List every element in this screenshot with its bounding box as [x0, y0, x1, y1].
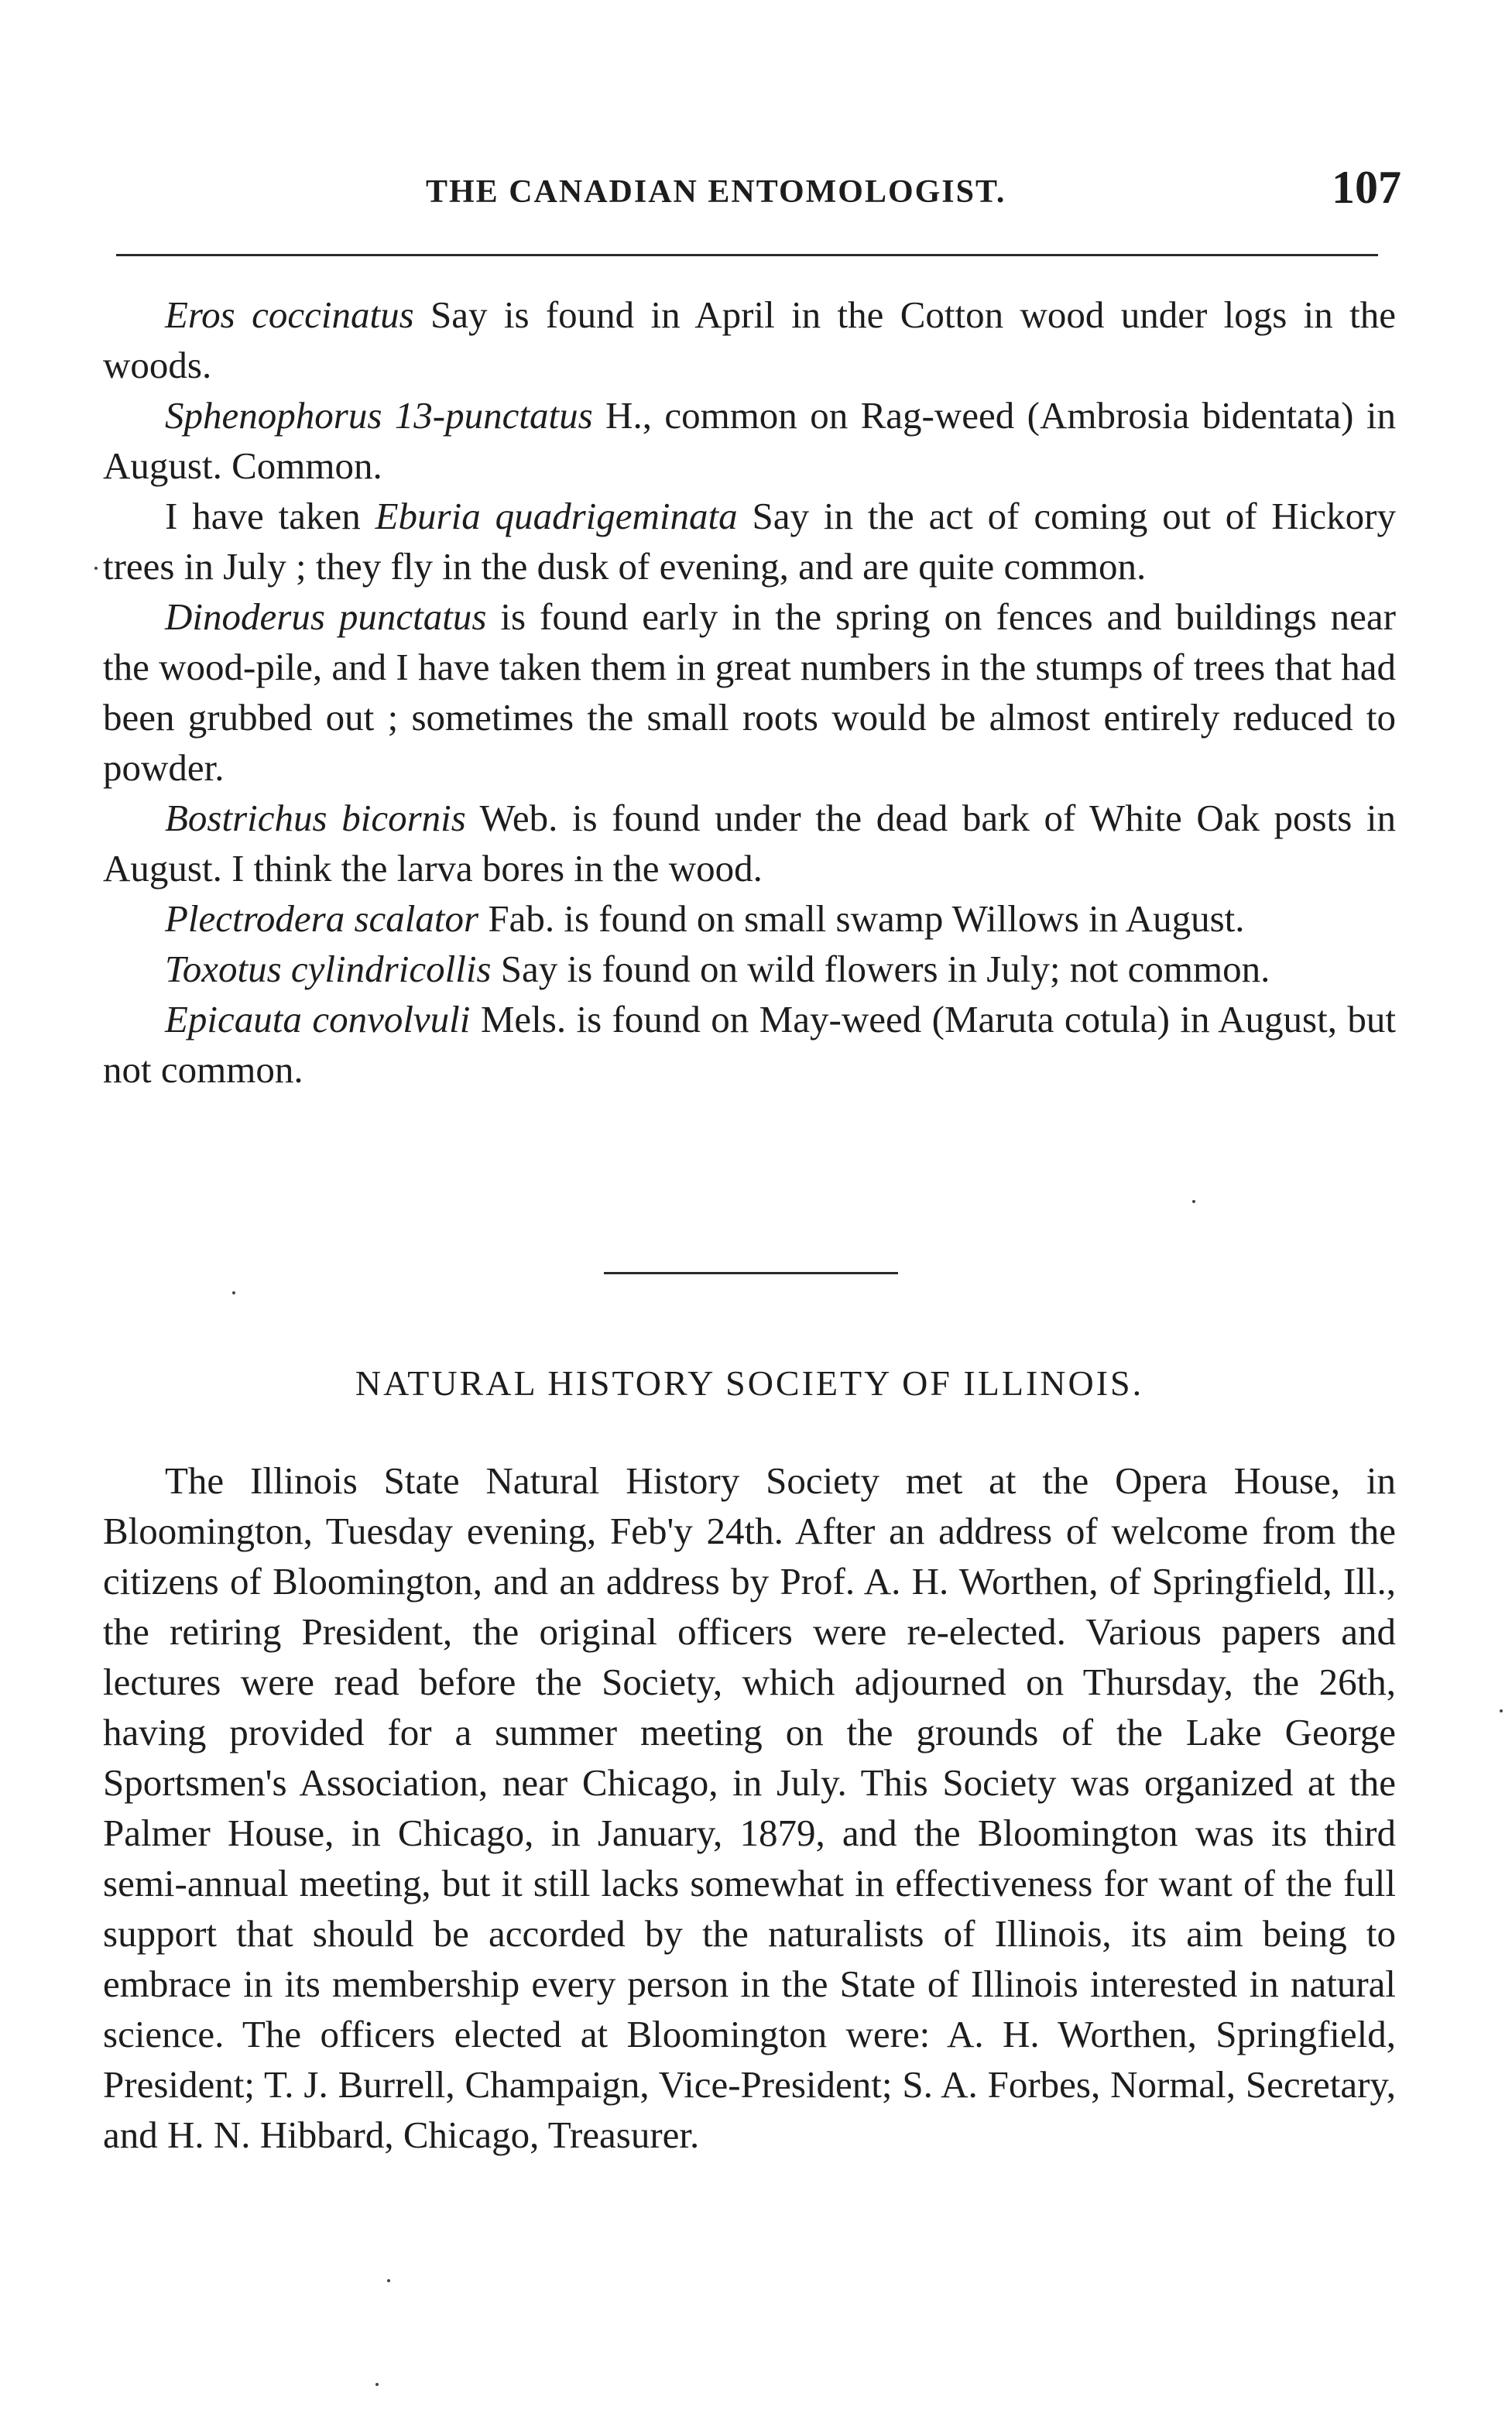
species-note-text: Say in the act of coming out of Hickory trees in July ; they fly in the dusk of evening, and are quite common.: [103, 495, 1396, 588]
print-speck: [387, 2279, 390, 2282]
species-note-text: Say is found in April in the Cotton wood under logs in the woods.: [103, 293, 1396, 386]
species-notes: [103, 290, 1396, 1095]
species-note-text: Say is found on wild flowers in July; not common.: [491, 948, 1270, 990]
species-name: Eros coccinatus: [165, 293, 414, 336]
print-speck: [1500, 1709, 1503, 1712]
print-speck: [375, 2383, 379, 2386]
species-note: [103, 793, 1396, 893]
species-note: [103, 944, 1396, 994]
society-paragraph: The Illinois State Natural History Society met at the Opera House, in Bloomington, Tuesday evening, Feb'y 24th. After an address of welcome from the citizens of Bloomington, and an address by Prof. A. H. Worthen, of Springfield, Ill., the retiring President, the original officers were re-elected. Various papers and lectures were read before the Society, which adjourned on Thursday, the 26th, having provided for a summer meeting on the grounds of the Lake George Sportsmen's Association, near Chicago, in July. This Society was organized at the Palmer House, in Chicago, in January, 1879, and the Bloomington was its third semi-annual meeting, but it still lacks somewhat in effectiveness for want of the full support that should be accorded by the naturalists of Illinois, its aim being to embrace in its membership every person in the State of Illinois interested in natural science. The officers elected at Bloomington were: A. H. Worthen, Springfield, President; T. J. Burrell, Champaign, Vice-President; S. A. Forbes, Normal, Secretary, and H. N. Hibbard, Chicago, Treasurer.: [103, 1459, 1396, 2156]
species-note-text: Web. is found under the dead bark of White Oak posts in August. I think the larva bores in the wood.: [103, 797, 1396, 890]
species-note-text: is found early in the spring on fences and buildings near the wood-pile, and I have taken them in great numbers in the stumps of trees that had been grubbed out ; sometimes the small roots would be almost entirely reduced to powder.: [103, 595, 1397, 789]
print-speck: [1192, 1200, 1195, 1203]
section-heading: NATURAL HISTORY SOCIETY OF ILLINOIS.: [355, 1363, 1144, 1403]
species-note: [103, 893, 1396, 944]
species-name: Toxotus cylindricollis: [165, 948, 492, 990]
species-name: Eburia quadrigeminata: [375, 495, 738, 537]
species-note-text: H., common on Rag-weed (Ambrosia bidentata) in August. Common.: [103, 394, 1397, 487]
species-note-text: Fab. is found on small swamp Willows in August.: [478, 897, 1245, 940]
running-head: [101, 155, 1401, 217]
print-speck: [232, 1291, 235, 1294]
print-speck: [94, 567, 98, 570]
species-name: Bostrichus bicornis: [165, 797, 466, 839]
species-note: [103, 994, 1396, 1095]
society-report: [103, 1455, 1396, 2160]
species-note: [103, 390, 1396, 491]
species-note: [103, 591, 1396, 793]
header-rule: [116, 254, 1378, 256]
species-name: Plectrodera scalator: [165, 897, 479, 940]
species-note-text: Mels. is found on May-weed (Maruta cotula) in August, but not common.: [103, 998, 1396, 1091]
section-divider: [604, 1272, 898, 1274]
species-name: Sphenophorus 13-punctatus: [165, 394, 593, 437]
species-note: [103, 290, 1396, 390]
species-note: [103, 491, 1396, 591]
species-note-lead: I have taken: [165, 495, 375, 537]
species-name: Dinoderus punctatus: [165, 595, 487, 638]
running-title: THE CANADIAN ENTOMOLOGIST.: [426, 174, 1006, 210]
species-name: Epicauta convolvuli: [165, 998, 471, 1040]
page-number: 107: [1332, 162, 1401, 213]
